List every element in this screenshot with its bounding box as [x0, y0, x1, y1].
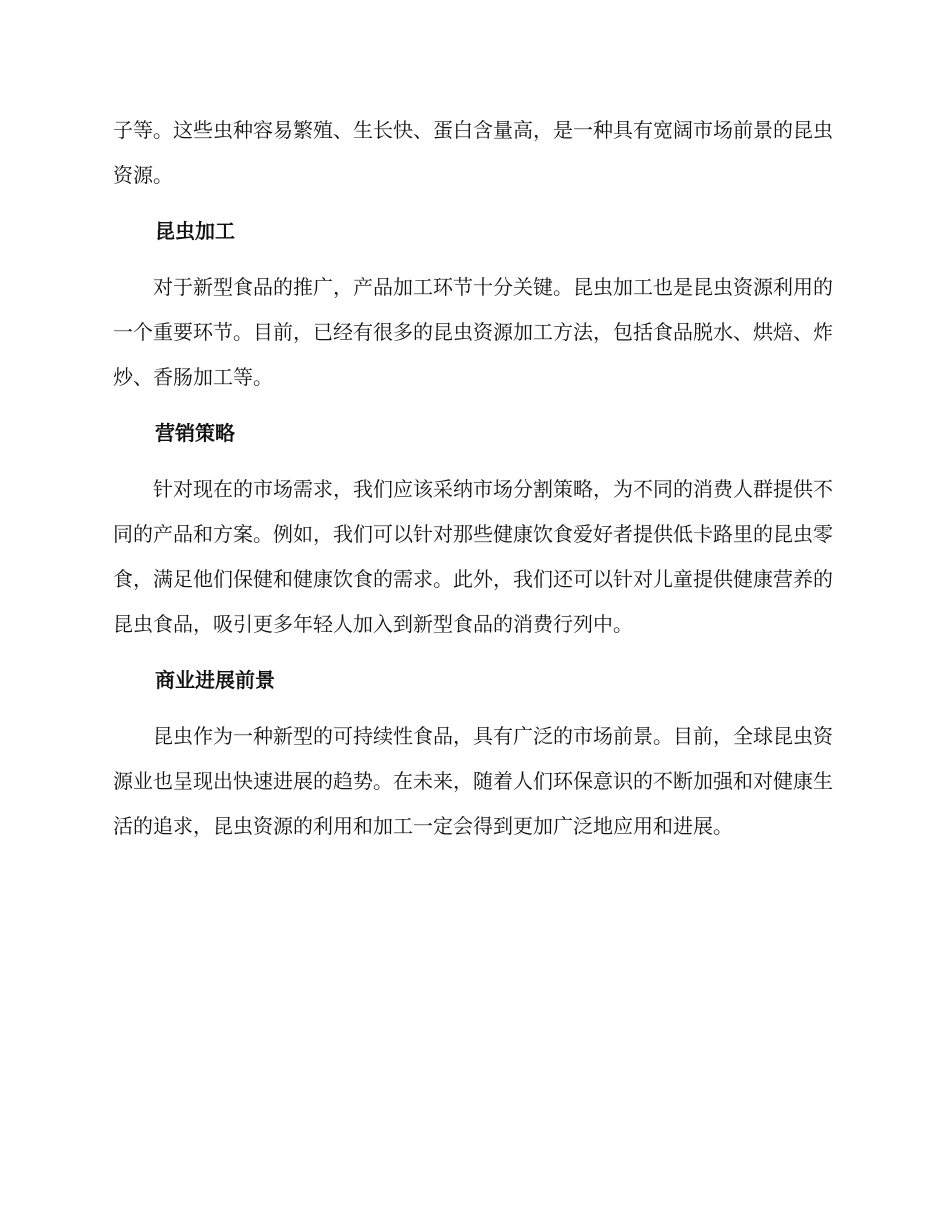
spacer: [113, 703, 833, 714]
spacer: [113, 456, 833, 467]
spacer: [113, 400, 833, 411]
paragraph-marketing: 针对现在的市场需求，我们应该采纳市场分割策略，为不同的消费人群提供不同的产品和方案。例如，我们可以针对那些健康饮食爱好者提供低卡路里的昆虫零食，满足他们保健和健康饮食的需求。此外，我们还可以针对儿童提供健康营养的昆虫食品，吸引更多年轻人加入到新型食品的消费行列中。: [113, 477, 833, 636]
document-body: [113, 108, 833, 849]
spacer: [113, 254, 833, 265]
section-heading-prospects: 商业进展前景: [155, 668, 275, 692]
spacer: [113, 198, 833, 209]
paragraph-prospects: 昆虫作为一种新型的可持续性食品，具有广泛的市场前景。目前，全球昆虫资源业也呈现出快速进展的趋势。在未来，随着人们环保意识的不断加强和对健康生活的追求，昆虫资源的利用和加工一定会得到更加广泛地应用和进展。: [113, 724, 833, 838]
section-heading-processing: 昆虫加工: [155, 219, 235, 243]
section-heading-marketing: 营销策略: [155, 421, 235, 445]
spacer: [113, 647, 833, 658]
paragraph-intro-continued: 子等。这些虫种容易繁殖、生长快、蛋白含量高，是一种具有宽阔市场前景的昆虫资源。: [113, 118, 833, 187]
paragraph-processing: 对于新型食品的推广，产品加工环节十分关键。昆虫加工也是昆虫资源利用的一个重要环节。目前，已经有很多的昆虫资源加工方法，包括食品脱水、烘焙、炸炒、香肠加工等。: [113, 275, 833, 389]
